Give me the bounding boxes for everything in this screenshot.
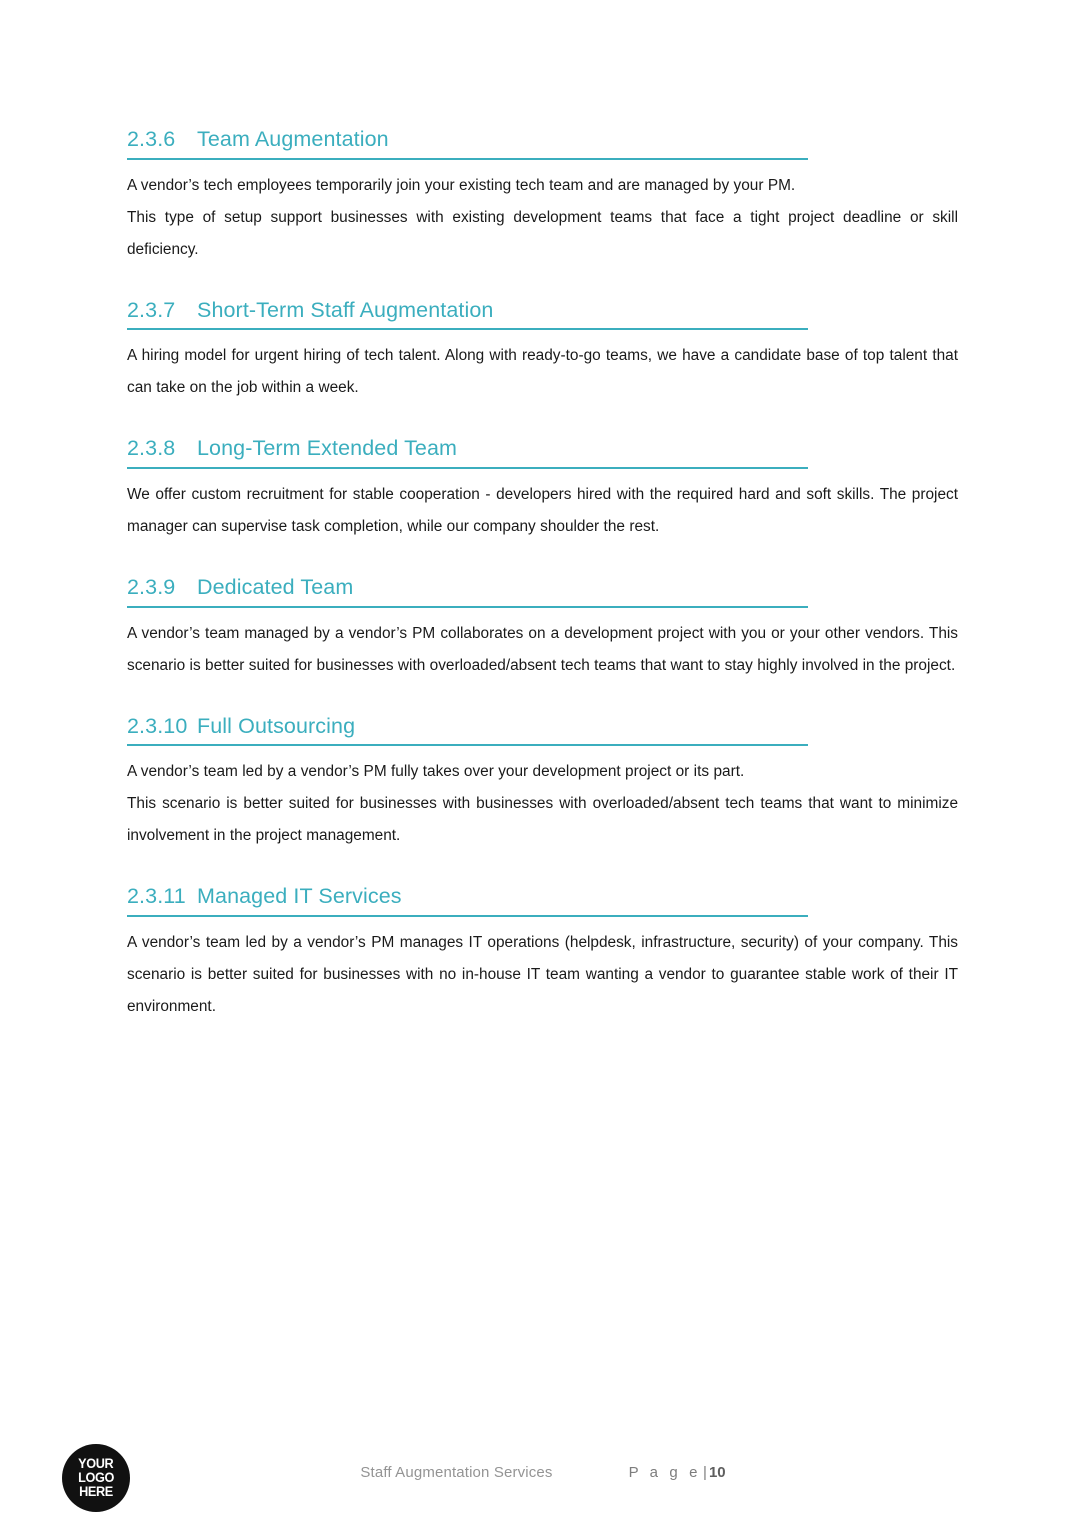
body-paragraph: A hiring model for urgent hiring of tech talent. Along with ready-to-go teams, we have a candidate base of top talent that can take on the job within a week. bbox=[127, 347, 958, 397]
section-heading bbox=[127, 297, 958, 324]
section-heading bbox=[127, 126, 958, 153]
section-title: Full Outsourcing bbox=[197, 713, 356, 738]
section-number: 2.3.7 bbox=[127, 297, 176, 322]
logo-line-2: LOGO bbox=[78, 1470, 114, 1486]
section-number: 2.3.6 bbox=[127, 127, 176, 151]
section bbox=[127, 126, 958, 266]
logo-line-1: YOUR bbox=[78, 1456, 114, 1472]
section-title: Dedicated Team bbox=[197, 574, 354, 599]
page-separator: | bbox=[703, 1464, 707, 1481]
body-paragraph: A vendor’s tech employees temporarily join your existing tech team and are managed by your PM. bbox=[127, 176, 796, 194]
body-paragraph: A vendor’s team managed by a vendor’s PM collaborates on a development project with you or your other vendors. This scenario is better suited for businesses with overloaded/absent tech teams that want to stay highly involved in the project. bbox=[127, 624, 958, 674]
section-rule bbox=[127, 328, 808, 330]
document-body bbox=[127, 126, 958, 1023]
section-rule bbox=[127, 606, 808, 608]
section-rule bbox=[127, 158, 808, 160]
body-paragraph: We offer custom recruitment for stable cooperation - developers hired with the required hard and soft skills. The project manager can supervise task completion, while our company shoulder the rest. bbox=[127, 486, 958, 535]
section bbox=[127, 883, 958, 1023]
section-title: Managed IT Services bbox=[197, 884, 402, 909]
page-number: 10 bbox=[708, 1464, 726, 1481]
body-paragraph: This type of setup support businesses with existing development teams that face a tight project deadline or skill deficiency. bbox=[127, 208, 958, 258]
section-heading bbox=[127, 435, 958, 462]
section-heading bbox=[127, 574, 958, 601]
page-indicator bbox=[629, 1464, 726, 1481]
section-number: 2.3.9 bbox=[127, 574, 176, 599]
section-title: Long-Term Extended Team bbox=[197, 436, 458, 461]
body-paragraph: This scenario is better suited for businesses with businesses with overloaded/absent tech teams that want to minimize involvement in the project management. bbox=[127, 795, 958, 845]
logo-line-3: HERE bbox=[79, 1483, 113, 1499]
body-paragraph: A vendor’s team led by a vendor’s PM manages IT operations (helpdesk, infrastructure, security) of your company. This scenario is better suited for businesses with no in-house IT team wanting a vendor to guarantee stable work of their IT environment. bbox=[127, 933, 958, 1015]
page-label: P a g e bbox=[628, 1464, 702, 1481]
section-number: 2.3.10 bbox=[127, 713, 188, 738]
page-footer bbox=[0, 1426, 1086, 1536]
footer-bar bbox=[0, 1464, 1086, 1481]
section bbox=[127, 297, 958, 405]
section bbox=[127, 435, 958, 543]
section-number: 2.3.11 bbox=[127, 884, 186, 909]
section-heading bbox=[127, 713, 958, 740]
section-rule bbox=[127, 915, 808, 917]
section-title: Team Augmentation bbox=[197, 127, 389, 151]
section-number: 2.3.8 bbox=[127, 436, 176, 461]
section-title: Short-Term Staff Augmentation bbox=[197, 297, 494, 322]
section-rule bbox=[127, 744, 808, 746]
section-rule bbox=[127, 467, 808, 469]
footer-document-title: Staff Augmentation Services bbox=[360, 1464, 553, 1481]
body-paragraph: A vendor’s team led by a vendor’s PM fully takes over your development project or its part. bbox=[127, 763, 745, 781]
section bbox=[127, 713, 958, 853]
section bbox=[127, 574, 958, 682]
section-heading bbox=[127, 883, 958, 910]
